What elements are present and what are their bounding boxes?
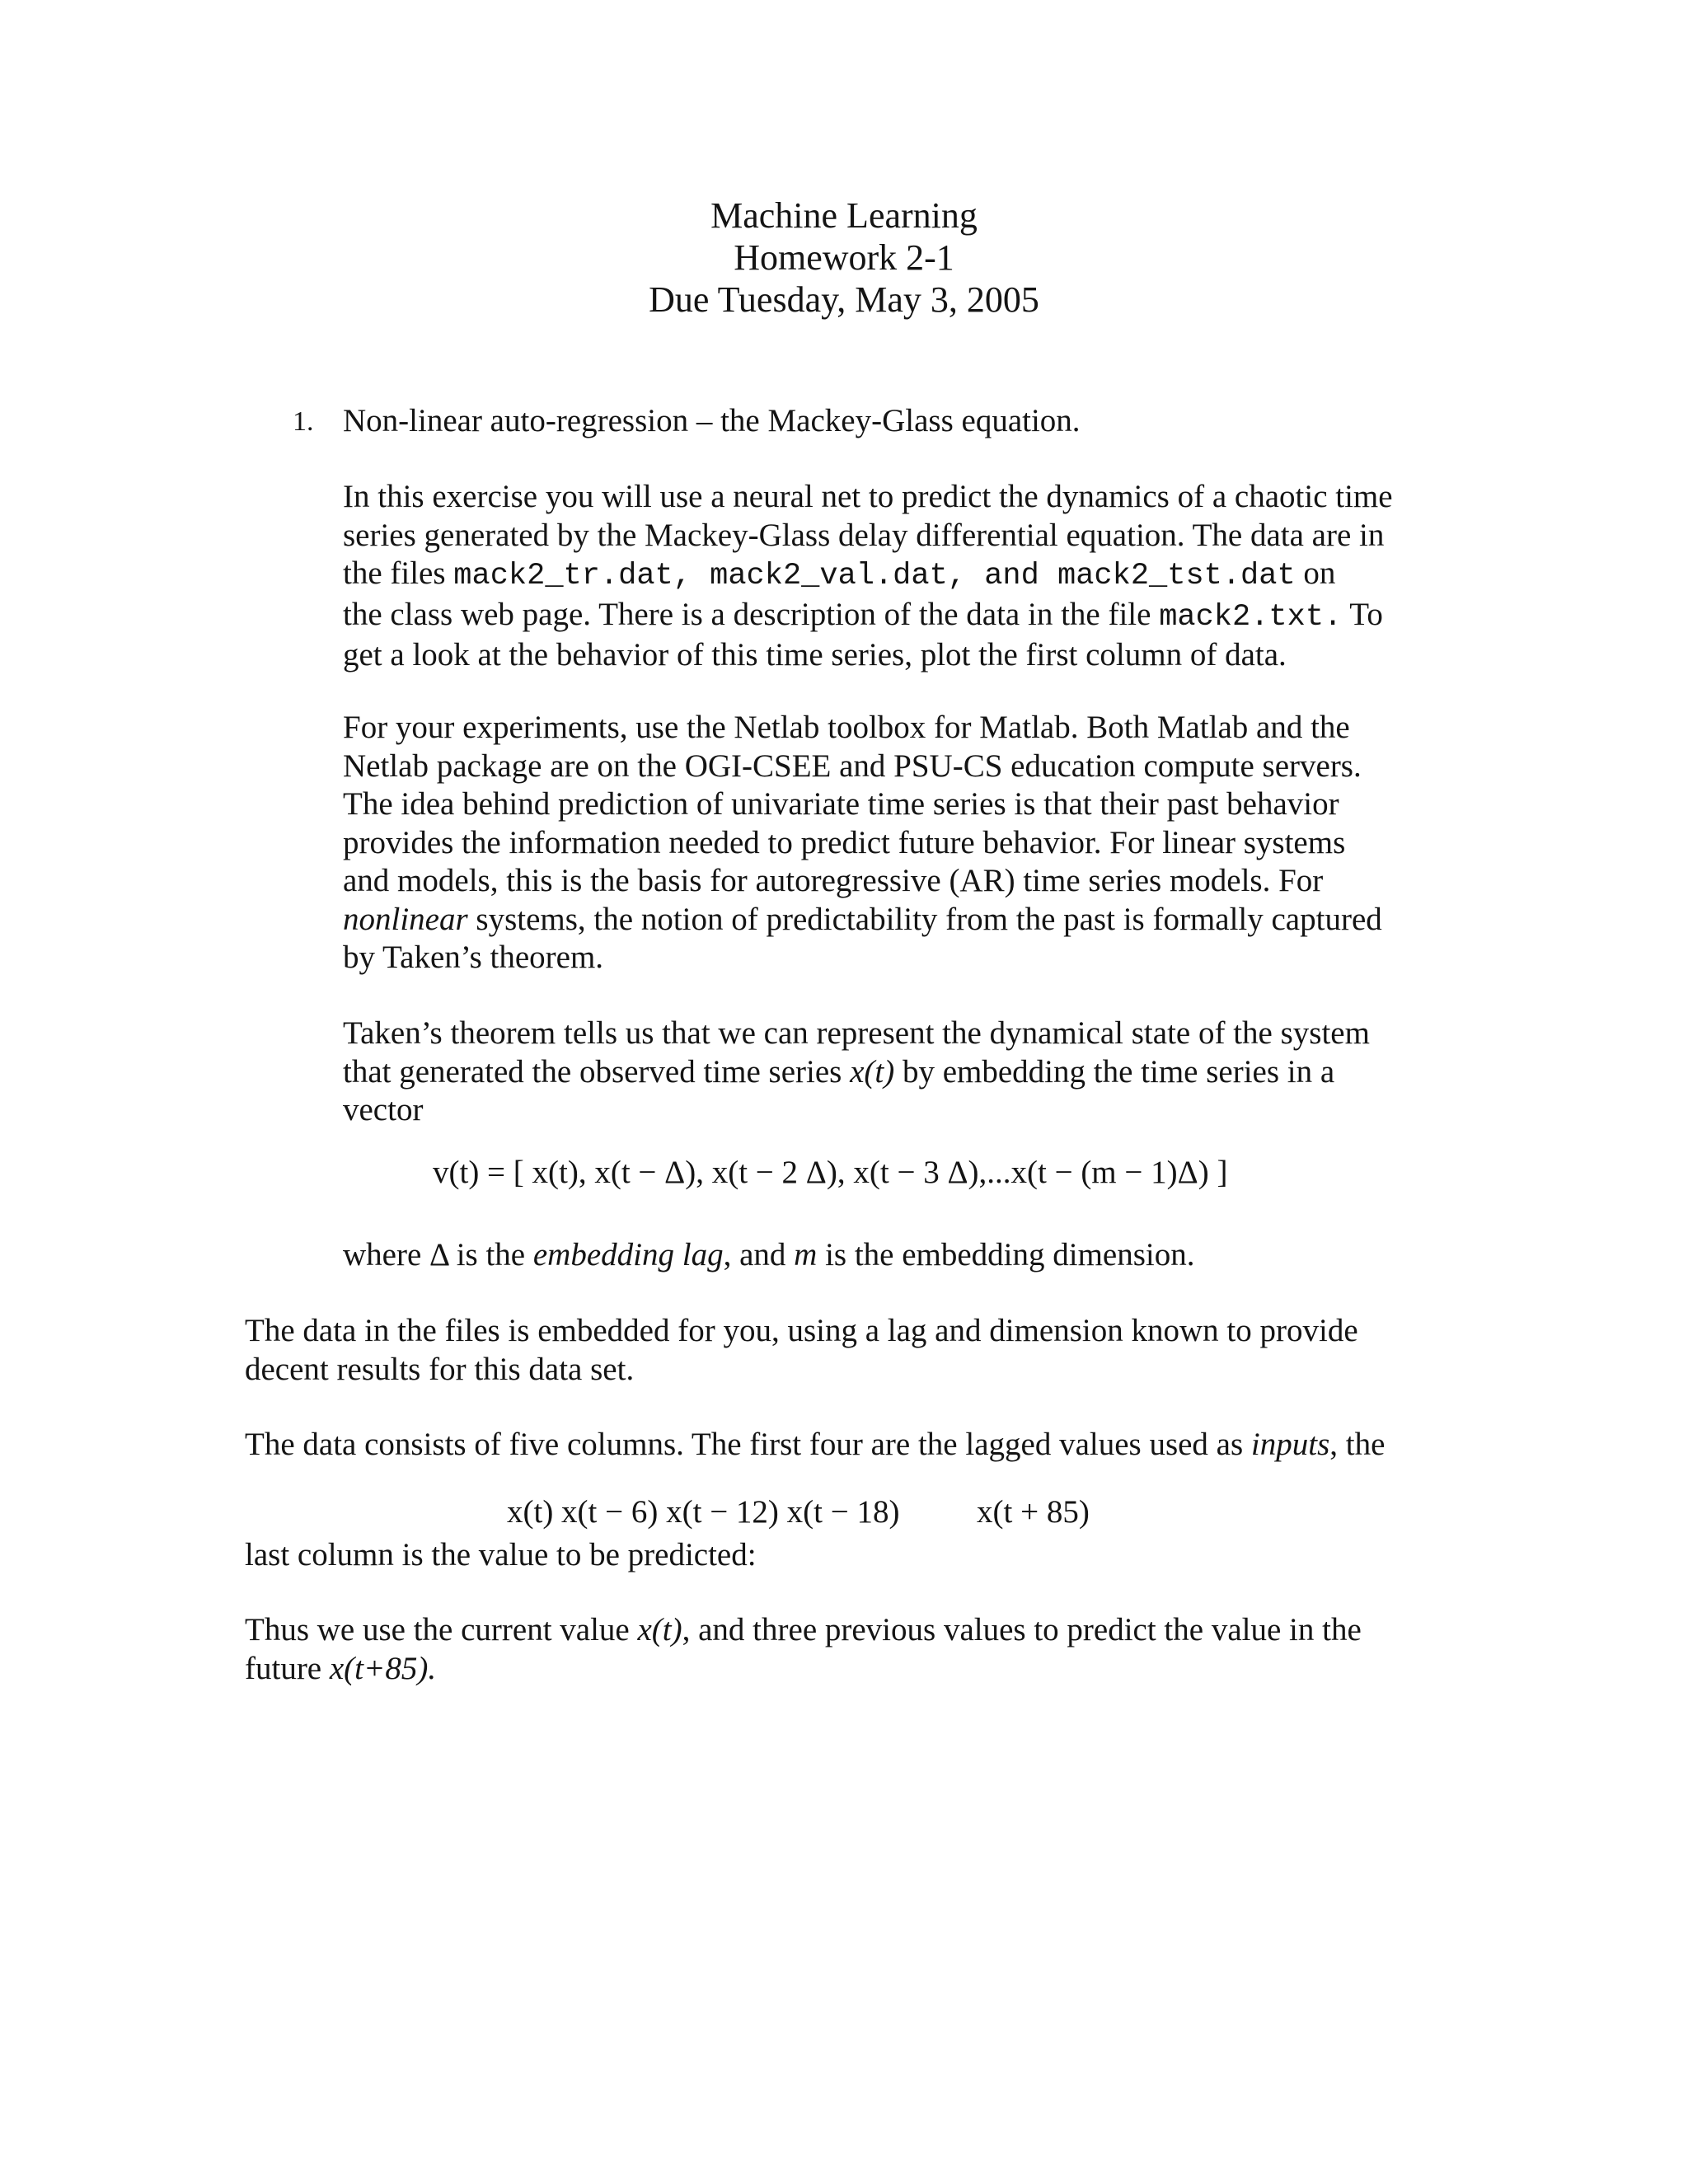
text-line: provides the information needed to predict future behavior. For linear systems: [343, 824, 1346, 860]
text-line: nonlinear systems, the notion of predictability from the past is formally captured: [343, 901, 1382, 937]
text-line: For your experiments, use the Netlab toolbox for Matlab. Both Matlab and the: [343, 710, 1350, 745]
text-line: that generated the observed time series x(t) by embedding the time series in a: [343, 1053, 1335, 1090]
text-line: The data in the files is embedded for you, using a lag and dimension known to provide: [245, 1313, 1358, 1348]
input-columns-equation: x(t) x(t − 6) x(t − 12) x(t − 18): [507, 1494, 900, 1530]
course-title: Machine Learning: [710, 195, 978, 236]
text-line: and models, this is the basis for autoregressive (AR) time series models. For: [343, 863, 1324, 898]
embedding-equation: v(t) = [ x(t), x(t − Δ), x(t − 2 Δ), x(t − 3 Δ),...x(t − (m − 1)Δ) ]: [433, 1155, 1228, 1190]
text-line: Netlab package are on the OGI-CSEE and PSU-CS education compute servers.: [343, 748, 1362, 784]
title-block: [0, 194, 1688, 321]
summary-paragraph: [245, 1611, 1440, 1688]
text-line: the class web page. There is a description of the data in the file mack2.txt. To: [343, 596, 1383, 635]
text-line: last column is the value to be predicted:: [245, 1537, 757, 1572]
columns-paragraph: [245, 1426, 1440, 1465]
netlab-paragraph: [343, 709, 1431, 977]
target-paragraph: [245, 1536, 1440, 1575]
target-column-equation: x(t + 85): [977, 1494, 1090, 1530]
problem-heading: Non-linear auto-regression – the Mackey-Glass equation.: [343, 403, 1081, 438]
text-line: the files mack2_tr.dat, mack2_val.dat, and mack2_tst.dat on: [343, 555, 1336, 593]
text-line: where Δ is the embedding lag, and m is the embedding dimension.: [343, 1237, 1195, 1272]
text-line: In this exercise you will use a neural net to predict the dynamics of a chaotic time: [343, 479, 1393, 514]
text-line: series generated by the Mackey-Glass delay differential equation. The data are in: [343, 517, 1385, 553]
text-line: future x(t+85).: [245, 1650, 437, 1686]
data-file-names: mack2_tr.dat, mack2_val.dat, and mack2_tst.dat: [453, 559, 1296, 593]
text-line: The idea behind prediction of univariate time series is that their past behavior: [343, 786, 1339, 822]
text-line: Taken’s theorem tells us that we can represent the dynamical state of the system: [343, 1015, 1370, 1051]
text-line: by Taken’s theorem.: [343, 940, 604, 975]
embedded-data-paragraph: [245, 1312, 1440, 1389]
problem-number: 1.: [293, 406, 314, 437]
intro-paragraph: [343, 478, 1431, 675]
text-line: decent results for this data set.: [245, 1351, 635, 1387]
lag-definition: [343, 1236, 1431, 1275]
text-line: vector: [343, 1092, 424, 1127]
due-date: Due Tuesday, May 3, 2005: [649, 279, 1039, 320]
text-line: The data consists of five columns. The first four are the lagged values used as inputs, the: [245, 1427, 1386, 1462]
text-line: Thus we use the current value x(t), and three previous values to predict the value in the: [245, 1612, 1362, 1647]
description-file-name: mack2.txt.: [1159, 599, 1343, 635]
assignment-title: Homework 2-1: [734, 237, 954, 278]
takens-paragraph: [343, 1015, 1431, 1130]
text-line: get a look at the behavior of this time series, plot the first column of data.: [343, 637, 1287, 673]
